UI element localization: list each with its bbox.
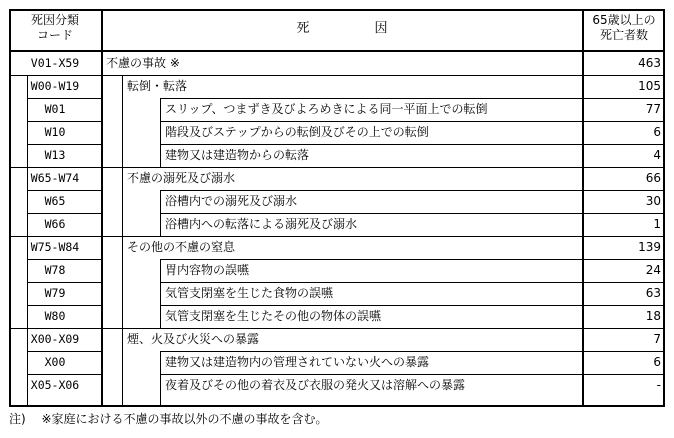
- subrow-divider: [27, 98, 102, 99]
- header-count-line1: 65歳以上の: [592, 13, 656, 27]
- code-cell: W10: [44, 125, 66, 139]
- footnote: 注) ※家庭における不慮の事故以外の不慮の事故を含む。: [9, 412, 328, 426]
- cause-cell: 浴槽内への転落による溺死及び溺水: [165, 217, 358, 231]
- table-border-bottom: [9, 405, 665, 407]
- code-cell: W79: [44, 286, 66, 300]
- subrow-divider: [27, 351, 102, 352]
- code-cell: W80: [44, 309, 66, 323]
- subrow-divider: [160, 98, 665, 99]
- cause-cell: 転倒・転落: [127, 79, 188, 93]
- code-cell: X00-X09: [30, 332, 80, 346]
- subrow-divider: [160, 305, 665, 306]
- code-cell: W00-W19: [30, 79, 80, 93]
- count-cell: 63: [645, 286, 661, 300]
- code-cell: W65: [44, 194, 66, 208]
- code-cell: W66: [44, 217, 66, 231]
- cause-cell: 不慮の溺死及び溺水: [127, 171, 236, 185]
- subrow-divider: [160, 374, 665, 375]
- table-border-right: [663, 9, 665, 407]
- header-count: [583, 13, 665, 43]
- subrow-divider: [27, 259, 102, 260]
- cause-cell: 階段及びステップからの転倒及びその上での転倒: [165, 125, 429, 139]
- code-cell: V01-X59: [30, 56, 80, 70]
- subrow-divider: [160, 190, 665, 191]
- group-divider: [9, 167, 665, 168]
- code-cell: X05-X06: [30, 378, 80, 392]
- count-cell: 66: [645, 171, 661, 185]
- subrow-divider: [160, 259, 665, 260]
- code-indent-line: [27, 75, 28, 407]
- count-cell: 30: [645, 194, 661, 208]
- count-cell: 105: [638, 79, 661, 93]
- detail-indent-line: [160, 190, 161, 236]
- cause-cell: 不慮の事故 ※: [106, 56, 180, 70]
- subrow-divider: [160, 282, 665, 283]
- count-cell: -: [656, 378, 661, 392]
- subrow-divider: [27, 121, 102, 122]
- count-cell: 24: [645, 263, 661, 277]
- subrow-divider: [160, 213, 665, 214]
- header-divider: [9, 50, 665, 52]
- code-column-divider: [101, 9, 103, 407]
- count-cell: 6: [653, 125, 661, 139]
- count-cell: 77: [645, 102, 661, 116]
- subrow-divider: [160, 144, 665, 145]
- cause-indent-line: [122, 75, 123, 407]
- cause-cell: 煙、火及び火災への暴露: [127, 332, 260, 346]
- subrow-divider: [27, 213, 102, 214]
- subrow-divider: [27, 282, 102, 283]
- count-column-divider: [582, 9, 584, 407]
- header-code-line2: コード: [36, 28, 73, 42]
- detail-indent-line: [160, 351, 161, 407]
- group-divider: [9, 236, 665, 237]
- cause-cell: その他の不慮の窒息: [127, 240, 236, 254]
- death-cause-table: [9, 9, 665, 407]
- count-cell: 7: [653, 332, 661, 346]
- cause-cell: 気管支閉塞を生じた食物の誤嚥: [165, 286, 334, 300]
- code-cell: W65-W74: [30, 171, 80, 185]
- subrow-divider: [160, 351, 665, 352]
- cause-cell: 胃内容物の誤嚥: [165, 263, 250, 277]
- row-divider: [9, 75, 665, 76]
- count-cell: 139: [638, 240, 661, 254]
- cause-cell: 夜着及びその他の着衣及び衣服の発火又は溶解への暴露: [165, 378, 466, 392]
- group-divider: [9, 328, 665, 329]
- cause-cell: 建物又は建造物からの転落: [165, 148, 310, 162]
- subrow-divider: [27, 305, 102, 306]
- count-cell: 463: [638, 56, 661, 70]
- count-cell: 1: [653, 217, 661, 231]
- subrow-divider: [27, 190, 102, 191]
- cause-cell: スリップ、つまずき及びよろめきによる同一平面上での転倒: [165, 102, 488, 116]
- detail-indent-line: [160, 98, 161, 167]
- header-cause: 死 因: [296, 21, 388, 36]
- cause-cell: 浴槽内での溺死及び溺水: [165, 194, 298, 208]
- cause-cell: 建物又は建造物内の管理されていない火への暴露: [165, 355, 430, 369]
- header-count-line2: 死亡者数: [599, 28, 648, 42]
- cause-cell: 気管支閉塞を生じたその他の物体の誤嚥: [165, 309, 382, 323]
- count-cell: 6: [653, 355, 661, 369]
- subrow-divider: [27, 374, 102, 375]
- table-border-top: [9, 9, 665, 11]
- count-cell: 18: [645, 309, 661, 323]
- code-cell: W78: [44, 263, 66, 277]
- header-code-line1: 死因分類: [30, 13, 79, 27]
- code-cell: W01: [44, 102, 66, 116]
- header-code: [9, 13, 101, 43]
- code-cell: X00: [44, 355, 66, 369]
- count-cell: 4: [653, 148, 661, 162]
- subrow-divider: [27, 144, 102, 145]
- table-border-left: [9, 9, 11, 407]
- code-cell: W75-W84: [30, 240, 80, 254]
- subrow-divider: [160, 121, 665, 122]
- detail-indent-line: [160, 259, 161, 328]
- code-cell: W13: [44, 148, 66, 162]
